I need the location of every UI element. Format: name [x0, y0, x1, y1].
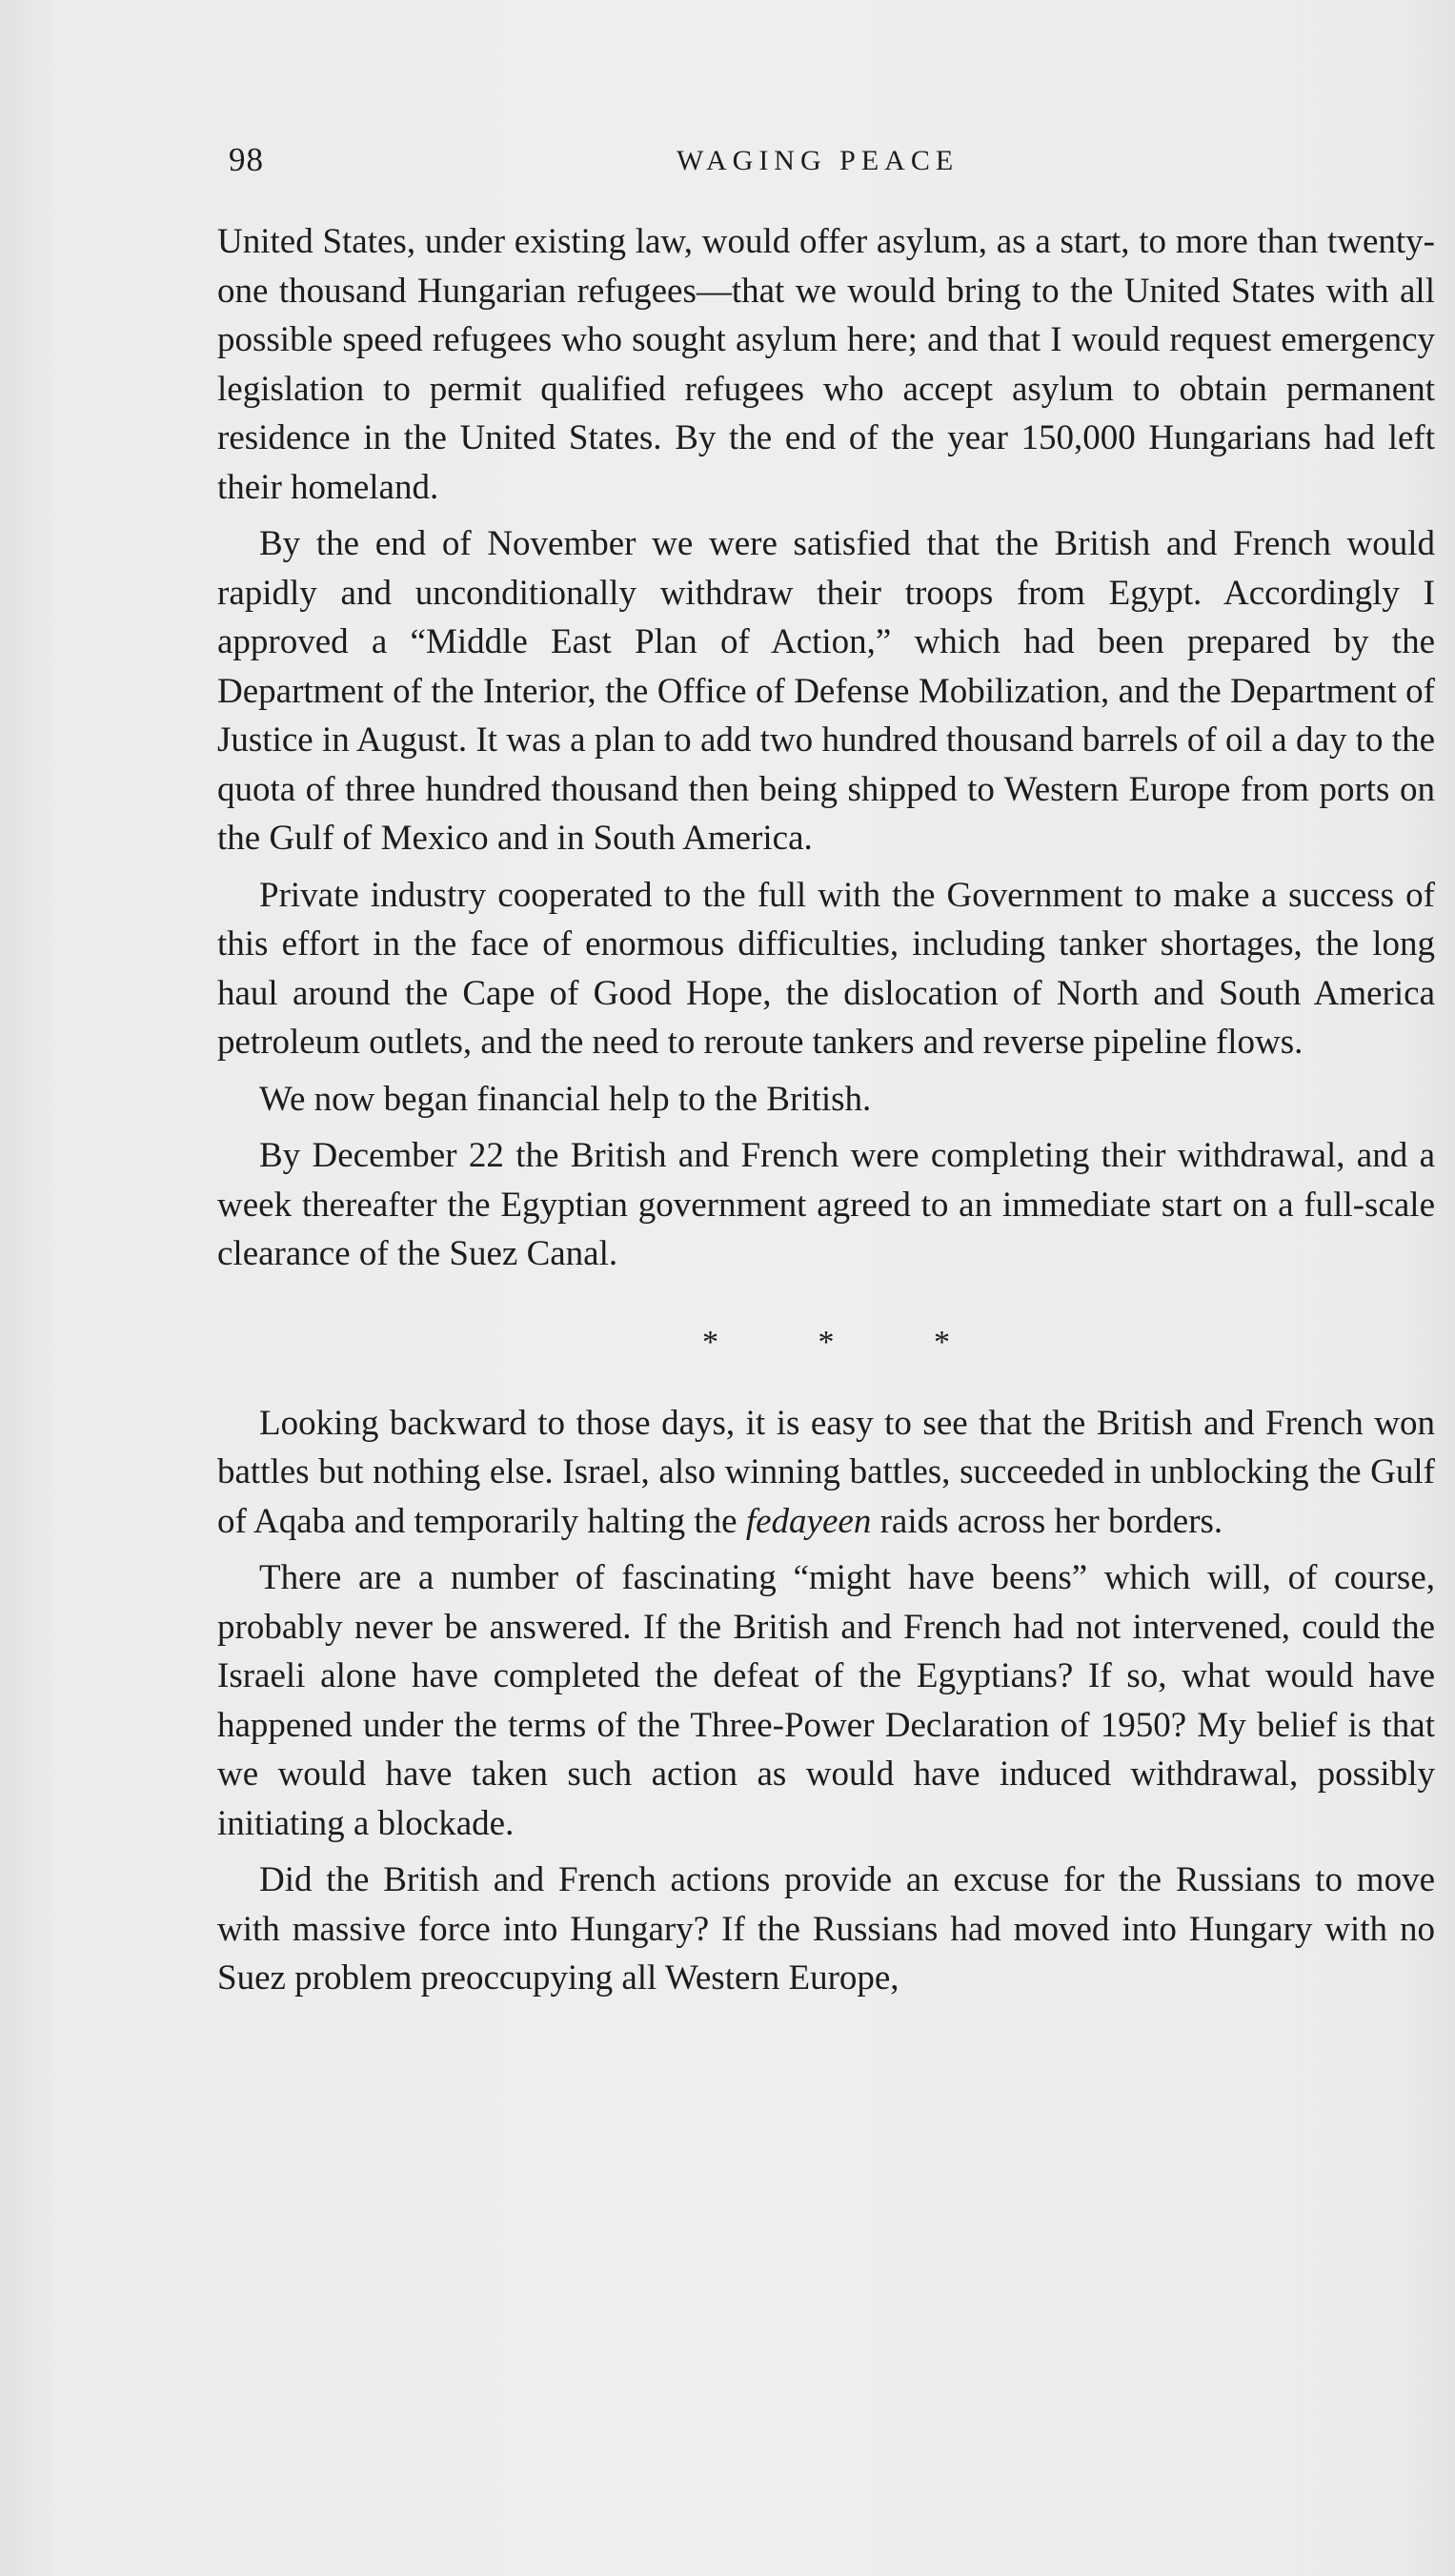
- body-text: [217, 217, 1435, 2003]
- italic-term: fedayeen: [745, 1501, 872, 1541]
- paragraph-text: raids across her borders.: [871, 1501, 1223, 1541]
- paragraph-gap: [217, 1848, 1435, 1856]
- paragraph-private-industry: Private industry cooperated to the full with the Government to make a success of this effort in the face of enormous difficulties, including tanker shortages, the long haul around the Cape of Good Hope, the dislocation of North and South America petroleum outlets, and the need to reroute tankers and reverse pipeline flows.: [217, 875, 1435, 1062]
- paragraph-text: Looking backward to those days, it is easy to see that the British and French won battles but nothing else. Israel, also winning battles, succeeded in unblocking the Gulf of Aqaba and temporarily halting the: [217, 1403, 1435, 1541]
- page-header: [229, 141, 1415, 189]
- paragraph-looking-backward: [217, 1399, 1435, 1547]
- paragraph-gap: [217, 863, 1435, 871]
- paragraph-gap: [217, 1067, 1435, 1075]
- paragraph-gap: [217, 512, 1435, 519]
- paragraph-middle-east-plan: By the end of November we were satisfied that the British and French would rapidly and unconditionally withdraw their troops from Egypt. Accordingly I approved a “Middle East Plan of Action,” which had been prepared by the Department of the Interior, the Office of Defense Mobilization, and the Department of Justice in August. It was a plan to add two hundred thousand barrels of oil a day to the quota of three hundred thousand then being shipped to Western Europe from ports on the Gulf of Mexico and in South America.: [217, 524, 1435, 858]
- section-separator: * * *: [702, 1324, 996, 1360]
- paragraph-gap: [217, 1546, 1435, 1553]
- paragraph-financial-help: We now began financial help to the British.: [259, 1079, 872, 1119]
- paragraph-gap: [217, 1124, 1435, 1131]
- paragraph-withdrawal: By December 22 the British and French were completing their withdrawal, and a week thereafter the Egyptian government agreed to an immediate start on a full-scale clearance of the Suez Canal.: [217, 1136, 1435, 1273]
- page-number: 98: [229, 141, 264, 178]
- paragraph-continued: United States, under existing law, would offer asylum, as a start, to more than twenty-one thousand Hungarian refugees—that we would bring to the United States with all possible speed refugees who sought asylum here; and that I would request emergency legislation to permit qualified refugees who accept asylum to obtain permanent residence in the United States. By the end of the year 150,000 Hungarians had left their homeland.: [217, 222, 1435, 507]
- running-head: WAGING PEACE: [677, 145, 960, 176]
- paragraph-hungary: Did the British and French actions provide an excuse for the Russians to move with massive force into Hungary? If the Russians had moved into Hungary with no Suez problem preoccupying all Western Europe,: [217, 1860, 1435, 1998]
- paragraph-might-have-beens: There are a number of fascinating “might have beens” which will, of course, probably never be answered. If the British and French had not intervened, could the Israeli alone have completed the defeat of the Egyptians? If so, what would have happened under the terms of the Three-Power Declaration of 1950? My belief is that we would have taken such action as would have induced withdrawal, possibly initiating a blockade.: [217, 1558, 1435, 1843]
